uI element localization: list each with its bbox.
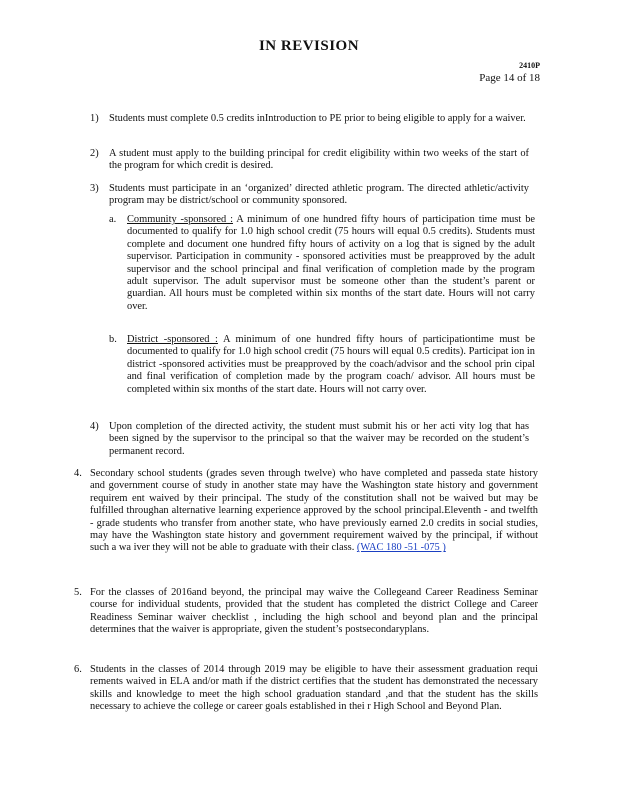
- wac-link[interactable]: (WAC 180 -51 -075 ): [356, 542, 446, 554]
- item-4-number: 4.: [74, 468, 82, 479]
- waiver-item-1: [109, 113, 529, 125]
- waiver-item-2: [109, 148, 529, 173]
- page-number: Page 14 of 18: [479, 72, 540, 84]
- item-5-number: 5.: [74, 587, 82, 598]
- waiver-item-4-number: 4): [90, 421, 99, 432]
- waiver-item-1-text: Students must complete 0.5 credits inIntroduction to PE prior to being eligible to apply for a waiver.: [109, 113, 526, 124]
- waiver-item-4-text: Upon completion of the directed activity, the student must submit his or her acti vity log that has been signed by the supervisor to the principal so that the waiver may be recorded on the student’s permanent record.: [109, 421, 529, 457]
- sub-item-b-number: b.: [109, 334, 117, 345]
- waiver-item-3: [109, 183, 529, 208]
- sub-item-a: [127, 214, 535, 313]
- waiver-item-4: [109, 421, 529, 458]
- sub-item-a-number: a.: [109, 214, 117, 225]
- item-4: [90, 468, 538, 555]
- community-sponsored-label: Community -sponsored :: [127, 214, 233, 225]
- sub-item-a-text: A minimum of one hundred fifty hours of participation time must be documented to qualify for 1.0 high school credit (75 hours will equal 0.5 credits). Students must complete and document one hundred fifty hours of activity on a log that is signed by the adult supervisor. Participation in community - sponsored activities must be preapproved by the adult supervisor and the school principal and final verification of completion made by the program adult supervisor. The adult supervisor must be someone other than the student’s parent or guardian. All hours must be completed within six months of the start date. Hours will not carry over.: [127, 214, 536, 312]
- waiver-item-2-text: A student must apply to the building principal for credit eligibility within two weeks of the start of the program for which credit is desired.: [109, 148, 529, 172]
- policy-number: 2410P: [519, 61, 540, 70]
- item-4-text: Secondary school students (grades seven through twelve) who have completed and passeda state history and government course of study in another state may have the Washington state history and government requirem ent waived by their principal. The study of the constitution shall not be waived but may be fulfilled throughan alternative learning experience approved by the school principal.Eleventh - and twelfth - grade students who transfer from another state, who have previously earned 2.0 credits in social studies, may have the Washington state history and government requirement waived by the principal, if without such a wa iver they will not be able to graduate with their class.: [90, 468, 538, 554]
- waiver-item-3-text: Students must participate in an ‘organized’ directed athletic program. The directed athletic/activity program may be district/school or community sponsored.: [109, 183, 529, 207]
- waiver-item-2-number: 2): [90, 148, 99, 159]
- item-6-number: 6.: [74, 664, 82, 675]
- item-6: [90, 664, 538, 714]
- waiver-item-3-number: 3): [90, 183, 99, 194]
- revision-title: IN REVISION: [258, 38, 360, 54]
- sub-item-b: [127, 334, 535, 396]
- waiver-item-1-number: 1): [90, 113, 99, 124]
- item-5-text: For the classes of 2016and beyond, the principal may waive the Collegeand Career Readiness Seminar course for individual students, provided that the student has completed the district College and Career Readiness Seminar waiver checklist , including the high school and beyond plan and the principal determines that the waiver is appropriate, given the student’s postsecondaryplans.: [90, 587, 538, 636]
- district-sponsored-label: District -sponsored :: [127, 334, 218, 345]
- item-6-text: Students in the classes of 2014 through 2019 may be eligible to have their assessment graduation requi rements waived in ELA and/or math if the district certifies that the student has demonstrated the necessary skills and knowledge to meet the high school graduation standard ,and that the student has the skills necessary to achieve the college or career goals established in thei r High School and Beyond Plan.: [90, 664, 538, 713]
- sub-item-b-text: A minimum of one hundred fifty hours of participationtime must be documented to qualify for 1.0 high school credit (75 hours will equal 0.5 credits). Participat ion in district -sponsored activities must be preapproved by the coach/advisor and the school prin cipal and final verification of completion made by the program coach/ advisor. All hours must be completed within six months of the start date. Hours will not carry over.: [127, 334, 535, 395]
- item-5: [90, 587, 538, 637]
